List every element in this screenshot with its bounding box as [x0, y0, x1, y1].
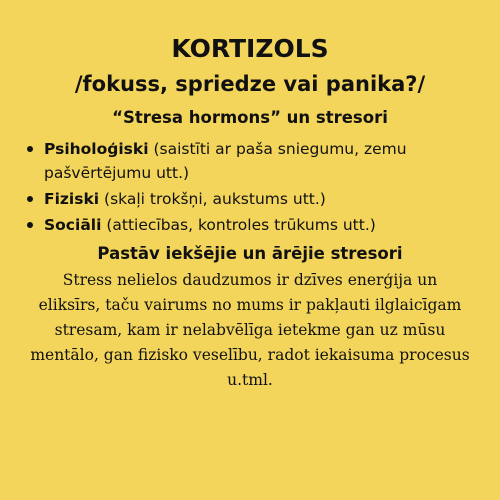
list-item-term: Sociāli	[44, 216, 102, 234]
list-item-desc: (skaļi trokšņi, aukstums utt.)	[99, 190, 326, 208]
list-item-desc: (saistīti ar paša sniegumu, zemu pašvērtējumu utt.)	[44, 140, 407, 182]
bullet-icon	[27, 222, 33, 228]
list-item	[24, 137, 466, 185]
list-item	[24, 187, 466, 211]
list-item-term: Psiholoģiski	[44, 140, 149, 158]
list-item-term: Fiziski	[44, 190, 100, 208]
list-item-desc: (attiecības, kontroles trūkums utt.)	[101, 216, 376, 234]
list-item	[24, 213, 466, 237]
body-paragraph: Stress nelielos daudzumos ir dzīves enerģija un eliksīrs, taču vairums no mums ir pakļauti ilglaicīgam stresam, kam ir nelabvēlīga ietekme gan uz mūsu mentālo, gan fizisko veselību, radot iekaisuma procesus u.tml.	[30, 271, 470, 389]
section-heading-2: Pastāv iekšējie un ārējie stresori	[97, 244, 403, 263]
section-heading: “Stresa hormons” un stresori	[112, 108, 388, 127]
bullet-icon	[27, 146, 33, 152]
stressor-list	[0, 137, 500, 237]
page-subtitle: /fokuss, spriedze vai panika?/	[74, 72, 426, 96]
page-title: KORTIZOLS	[171, 34, 329, 63]
bullet-icon	[27, 196, 33, 202]
